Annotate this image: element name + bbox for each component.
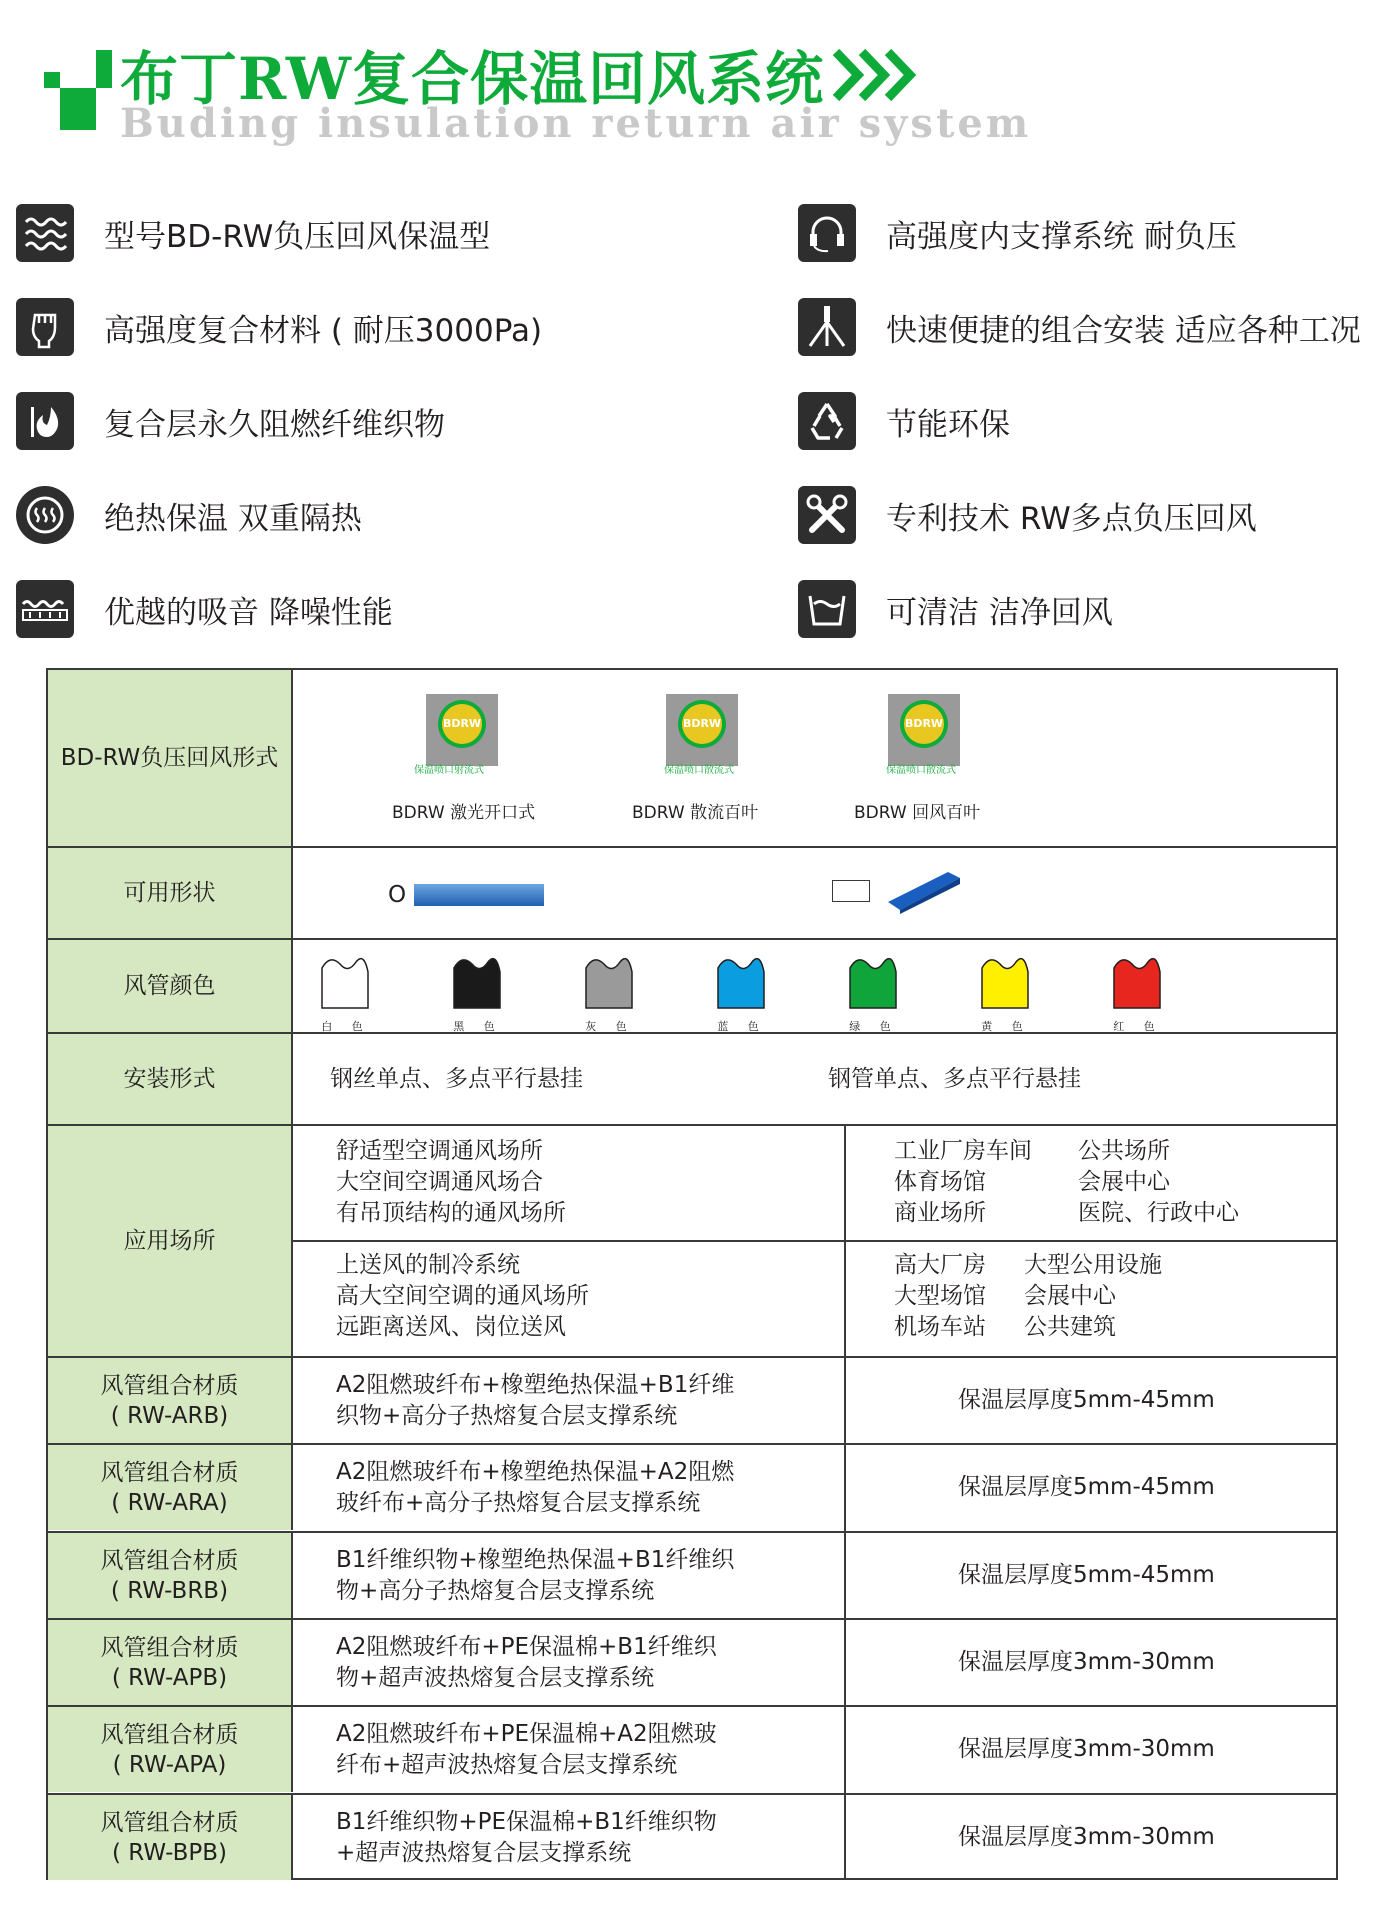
application-text: 上送风的制冷系统 xyxy=(336,1252,520,1278)
row-label-application: 应用场所 xyxy=(48,1126,293,1356)
fist-icon xyxy=(16,298,74,356)
material-desc: A2阻燃玻纤布+PE保温棉+A2阻燃玻 纤布+超声波热熔复合层支撑系统 xyxy=(336,1721,717,1778)
feature-item: 绝热保温 双重隔热 xyxy=(16,484,362,546)
feature-item: 专利技术 RW多点负压回风 xyxy=(798,484,1257,546)
application-text: 公共建筑 xyxy=(1024,1314,1116,1340)
row-label-material: 风管组合材质 ( RW-ARB) xyxy=(48,1358,293,1443)
bdrw-badge: BDRW xyxy=(666,694,738,766)
feature-item: 快速便捷的组合安装 适应各种工况 xyxy=(798,296,1361,358)
application-text: 公共场所 xyxy=(1078,1138,1170,1164)
color-swatch: 黄 色 xyxy=(976,952,1036,1014)
application-text: 高大空间空调的通风场所 xyxy=(336,1283,589,1309)
color-swatch: 红 色 xyxy=(1108,952,1168,1014)
heat-insulation-icon xyxy=(16,486,74,544)
application-text: 机场车站 xyxy=(894,1314,986,1340)
feature-item: 高强度复合材料 ( 耐压3000Pa) xyxy=(16,296,542,358)
row-label-material: 风管组合材质 ( RW-BRB) xyxy=(48,1533,293,1618)
bdrw-badge: BDRW xyxy=(888,694,960,766)
waves-icon xyxy=(16,204,74,262)
application-text: 大型场馆 xyxy=(894,1283,986,1309)
install-pipe: 钢管单点、多点平行悬挂 xyxy=(828,1066,1081,1092)
material-desc: A2阻燃玻纤布+橡塑绝热保温+B1纤维 织物+高分子热熔复合层支撑系统 xyxy=(336,1372,735,1429)
row-label-install: 安装形式 xyxy=(48,1034,293,1124)
row-label-material: 风管组合材质 ( RW-BPB) xyxy=(48,1795,293,1880)
round-symbol: O xyxy=(388,882,407,908)
thickness-value: 保温层厚度3mm-30mm xyxy=(958,1649,1215,1675)
application-text: 工业厂房车间 xyxy=(894,1138,1032,1164)
color-swatch: 蓝 色 xyxy=(712,952,772,1014)
round-duct-image xyxy=(414,884,544,906)
tools-icon xyxy=(798,486,856,544)
material-desc: B1纤维织物+PE保温棉+B1纤维织物 +超声波热熔复合层支撑系统 xyxy=(336,1809,717,1866)
thickness-value: 保温层厚度5mm-45mm xyxy=(958,1562,1215,1588)
spec-table: BD-RW负压回风形式 BDRW 保温喷口射流式 BDRW 激光开口式 BDRW 保温喷口散流式 BDRW 散流百叶 BDRW 保温喷口散流式 BDRW 回风百叶 可用形状 O 风管颜色 白 色 黑 色 灰 色 蓝 色 绿 色 黄 色 红 色 安装形式 钢丝单点、多点平行悬挂 钢管单点、多点平行悬挂 应用场所 舒适型空调通风场所 大空间空调通风场合 有吊顶结构的通风场所 工业厂房车间 体育场馆 商业场所 公共场所 会展中心 医院、行政中心 上送风的制冷系统 高大空间空调的通风场所 远距离送风、岗位送风 高大厂房 大型场馆 机场车站 大型公用设施 会展中心 公共建筑 风管组合材质 ( RW-ARB) A2阻燃玻纤布+橡塑绝热保温+B1纤维 织物+高分子热熔复合层支撑系统 保温层厚度5mm-45mm 风管组合材质 ( RW-ARA) A2阻燃玻纤布+橡塑绝热保温+A2阻燃 玻纤布+高分子热熔复合层支撑系统 保温层厚度5mm-45mm 风管组合材质 ( RW-BRB) B1纤维织物+橡塑绝热保温+B1纤维织 物+高分子热熔复合层支撑系统 保温层厚度5mm-45mm 风管组合材质 ( RW-APB) A2阻燃玻纤布+PE保温棉+B1纤维织 物+超声波热熔复合层支撑系统 保温层厚度3mm-30mm 风管组合材质 ( RW-APA) A2阻燃玻纤布+PE保温棉+A2阻燃玻 纤布+超声波热熔复合层支撑系统 保温层厚度3mm-30mm 风管组合材质 ( RW-BPB) B1纤维织物+PE保温棉+B1纤维织物 +超声波热熔复合层支撑系统 保温层厚度3mm-30mm xyxy=(46,668,1338,1880)
feature-item: 可清洁 洁净回风 xyxy=(798,578,1113,640)
application-text: 商业场所 xyxy=(894,1200,986,1226)
material-desc: A2阻燃玻纤布+PE保温棉+B1纤维织 物+超声波热熔复合层支撑系统 xyxy=(336,1634,717,1691)
headset-support-icon xyxy=(798,204,856,262)
application-text: 高大厂房 xyxy=(894,1252,986,1278)
recycle-icon xyxy=(798,392,856,450)
sound-absorb-icon xyxy=(16,580,74,638)
feature-item: 复合层永久阻燃纤维织物 xyxy=(16,390,445,452)
color-swatch: 灰 色 xyxy=(580,952,640,1014)
page-subtitle: Buding insulation return air system xyxy=(120,100,1032,147)
row-label-forms: BD-RW负压回风形式 xyxy=(48,670,293,846)
row-label-shapes: 可用形状 xyxy=(48,848,293,938)
color-swatch: 白 色 xyxy=(316,952,376,1014)
thickness-value: 保温层厚度3mm-30mm xyxy=(958,1824,1215,1850)
fire-icon xyxy=(16,392,74,450)
thickness-value: 保温层厚度5mm-45mm xyxy=(958,1387,1215,1413)
application-text: 大空间空调通风场合 xyxy=(336,1169,543,1195)
application-text: 会展中心 xyxy=(1078,1169,1170,1195)
form-name: BDRW 回风百叶 xyxy=(854,803,981,823)
square-duct-image xyxy=(884,866,964,914)
application-text: 有吊顶结构的通风场所 xyxy=(336,1200,566,1226)
row-label-colors: 风管颜色 xyxy=(48,940,293,1032)
form-name: BDRW 散流百叶 xyxy=(632,803,759,823)
application-text: 舒适型空调通风场所 xyxy=(336,1138,543,1164)
thickness-value: 保温层厚度3mm-30mm xyxy=(958,1736,1215,1762)
bdrw-badge: BDRW xyxy=(426,694,498,766)
color-swatch: 黑 色 xyxy=(448,952,508,1014)
form-name: BDRW 激光开口式 xyxy=(392,803,536,823)
feature-item: 优越的吸音 降噪性能 xyxy=(16,578,393,640)
feature-item: 节能环保 xyxy=(798,390,1010,452)
row-label-material: 风管组合材质 ( RW-APA) xyxy=(48,1707,293,1792)
application-text: 大型公用设施 xyxy=(1024,1252,1162,1278)
wash-basin-icon xyxy=(798,580,856,638)
application-text: 会展中心 xyxy=(1024,1283,1116,1309)
install-wire: 钢丝单点、多点平行悬挂 xyxy=(330,1066,583,1092)
material-desc: A2阻燃玻纤布+橡塑绝热保温+A2阻燃 玻纤布+高分子热熔复合层支撑系统 xyxy=(336,1459,735,1516)
color-swatch: 绿 色 xyxy=(844,952,904,1014)
row-label-material: 风管组合材质 ( RW-APB) xyxy=(48,1620,293,1705)
feature-item: 型号BD-RW负压回风保温型 xyxy=(16,202,490,264)
rectangle-symbol xyxy=(832,880,870,902)
application-text: 医院、行政中心 xyxy=(1078,1200,1239,1226)
material-desc: B1纤维织物+橡塑绝热保温+B1纤维织 物+高分子热熔复合层支撑系统 xyxy=(336,1547,735,1604)
thickness-value: 保温层厚度5mm-45mm xyxy=(958,1474,1215,1500)
chevron-right-icon xyxy=(884,48,918,102)
application-text: 远距离送风、岗位送风 xyxy=(336,1314,566,1340)
feature-item: 高强度内支撑系统 耐负压 xyxy=(798,202,1237,264)
tripod-install-icon xyxy=(798,298,856,356)
row-label-material: 风管组合材质 ( RW-ARA) xyxy=(48,1445,293,1530)
application-text: 体育场馆 xyxy=(894,1169,986,1195)
page-title: 布丁RW复合保温回风系统 xyxy=(120,45,825,113)
